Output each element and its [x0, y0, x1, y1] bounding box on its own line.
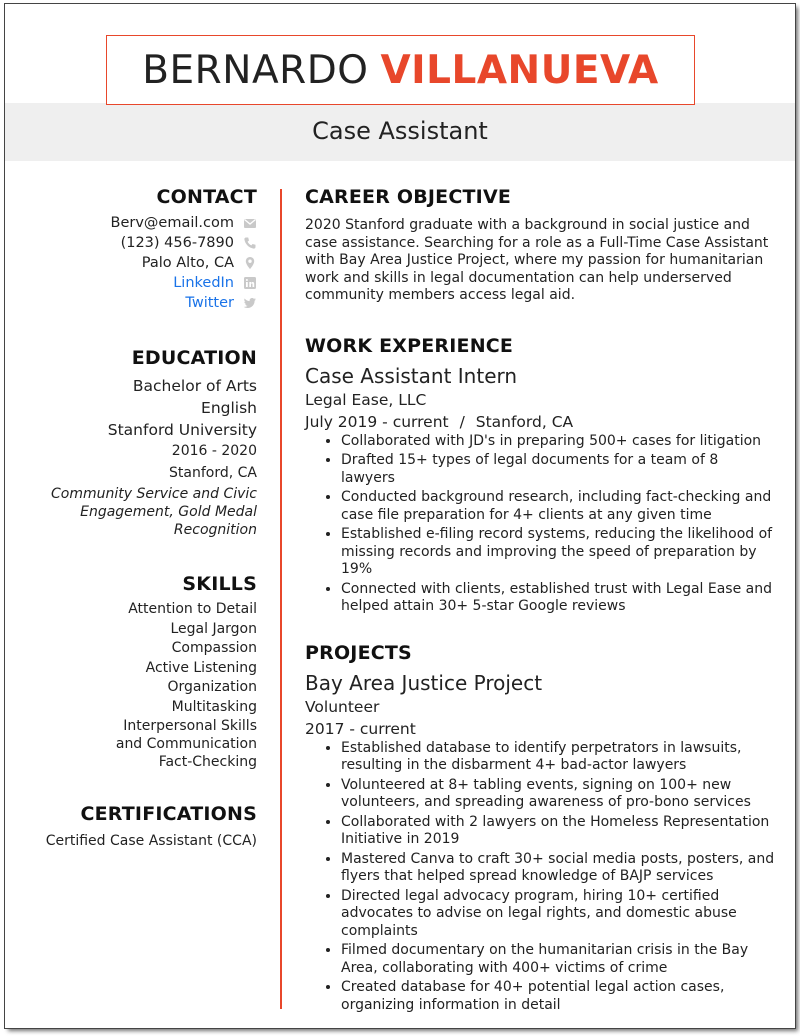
- twitter-link[interactable]: Twitter: [185, 295, 234, 311]
- header: [5, 4, 795, 162]
- work-bullet: • Conducted background research, including fact-checking and case file preparation for 4+ clients at any given time: [341, 489, 775, 524]
- contact-title: CONTACT: [156, 186, 257, 208]
- work-company: Legal Ease, LLC: [305, 390, 427, 409]
- column-divider: [280, 189, 282, 1009]
- phone-icon: [243, 236, 257, 250]
- linkedin-link[interactable]: LinkedIn: [173, 275, 234, 291]
- work-separator: /: [459, 412, 465, 431]
- work-bullet: • Collaborated with JD's in preparing 500+ cases for litigation: [341, 433, 775, 451]
- contact-location: [5, 253, 257, 273]
- project-bullet: • Created database for 40+ potential legal action cases, organizing information in detail: [341, 979, 775, 1014]
- project-bullet: • Mastered Canva to craft 30+ social media posts, posters, and flyers that helped spread knowledge of BAJP services: [341, 851, 775, 886]
- skill-item: Fact-Checking: [158, 754, 257, 770]
- skills-section: [5, 573, 257, 773]
- work-bullet: • Drafted 15+ types of legal documents for a team of 8 lawyers: [341, 452, 775, 487]
- work-title: WORK EXPERIENCE: [305, 334, 514, 357]
- skill-item: Active Listening: [145, 659, 257, 676]
- contact-section: [5, 186, 257, 313]
- location-text: Palo Alto, CA: [141, 255, 234, 271]
- certifications-title: CERTIFICATIONS: [80, 802, 257, 825]
- work-meta: [305, 411, 775, 433]
- skills-title: SKILLS: [182, 573, 257, 595]
- project-role: Volunteer: [305, 697, 380, 716]
- objective-title: CAREER OBJECTIVE: [305, 186, 512, 208]
- school: Stanford University: [107, 421, 257, 439]
- degree: Bachelor of Arts: [132, 377, 257, 395]
- contact-email[interactable]: [5, 213, 257, 233]
- skill-item: Attention to Detail: [128, 601, 257, 617]
- skill-item: Legal Jargon: [170, 620, 257, 637]
- project-bullets: [305, 740, 775, 1015]
- last-name: VILLANUEVA: [380, 47, 659, 93]
- first-name: BERNARDO: [142, 47, 369, 93]
- project-dates: 2017 - current: [305, 719, 416, 738]
- linkedin-icon: [243, 276, 257, 290]
- skill-item: Multitasking: [171, 698, 257, 715]
- project-bullet: • Volunteered at 8+ tabling events, signing on 100+ new volunteers, and spreading awareness of pro-bono services: [341, 777, 775, 812]
- edu-years: 2016 - 2020: [171, 443, 257, 459]
- objective-section: [305, 186, 775, 305]
- major: English: [201, 399, 257, 417]
- email-icon: [243, 216, 257, 230]
- project-bullet: • Collaborated with 2 lawyers on the Homeless Representation Initiative in 2019: [341, 814, 775, 849]
- work-role: Case Assistant Intern: [305, 363, 518, 388]
- education-section: [5, 347, 257, 539]
- skill-item: Interpersonal Skills and Communication: [115, 718, 257, 752]
- project-name: Bay Area Justice Project: [305, 670, 543, 695]
- twitter-icon: [243, 296, 257, 310]
- edu-honors: Community Service and Civic Engagement, Gold Medal Recognition: [51, 486, 257, 538]
- name-box: [106, 35, 695, 105]
- phone-text[interactable]: (123) 456-7890: [120, 235, 234, 251]
- objective-text: 2020 Stanford graduate with a background in social justice and case assistance. Searching for a role as a Full-Time Case Assistant with Bay Area Justice Project, where my passion for humanitarian work and skills in legal documentation can help underserved community members access legal aid.: [305, 217, 769, 303]
- edu-location: Stanford, CA: [169, 465, 257, 481]
- left-column: [5, 186, 257, 851]
- certifications-section: [5, 803, 257, 851]
- resume-page: [5, 4, 795, 1028]
- work-bullet: • Connected with clients, established trust with Legal Ease and helped attain 30+ 5-star Google reviews: [341, 581, 775, 616]
- education-title: EDUCATION: [131, 347, 257, 369]
- right-column: [305, 186, 775, 1016]
- work-dates: July 2019 - current: [305, 412, 449, 431]
- job-title: Case Assistant: [312, 117, 488, 145]
- skill-item: Compassion: [171, 640, 257, 656]
- email-text[interactable]: Berv@email.com: [110, 215, 234, 231]
- contact-linkedin[interactable]: [5, 273, 257, 293]
- project-bullet: • Established database to identify perpetrators in lawsuits, resulting in the disbarment 4+ bad-actor lawyers: [341, 740, 775, 775]
- contact-phone[interactable]: [5, 233, 257, 253]
- contact-twitter[interactable]: [5, 293, 257, 313]
- projects-section: [305, 642, 775, 1015]
- certification-item: Certified Case Assistant (CCA): [45, 832, 257, 849]
- work-bullet: • Established e-filing record systems, reducing the likelihood of missing records and improving the speed of preparation by 19%: [341, 526, 775, 579]
- project-bullet: • Directed legal advocacy program, hiring 10+ certified advocates to advise on legal rights, and domestic abuse complaints: [341, 888, 775, 941]
- work-bullets: [305, 433, 775, 616]
- work-location: Stanford, CA: [475, 412, 574, 431]
- projects-title: PROJECTS: [305, 641, 412, 664]
- project-bullet: • Filmed documentary on the humanitarian crisis in the Bay Area, collaborating with 400+ victims of crime: [341, 942, 775, 977]
- location-icon: [243, 256, 257, 270]
- work-section: [305, 335, 775, 616]
- skill-item: Organization: [167, 679, 257, 695]
